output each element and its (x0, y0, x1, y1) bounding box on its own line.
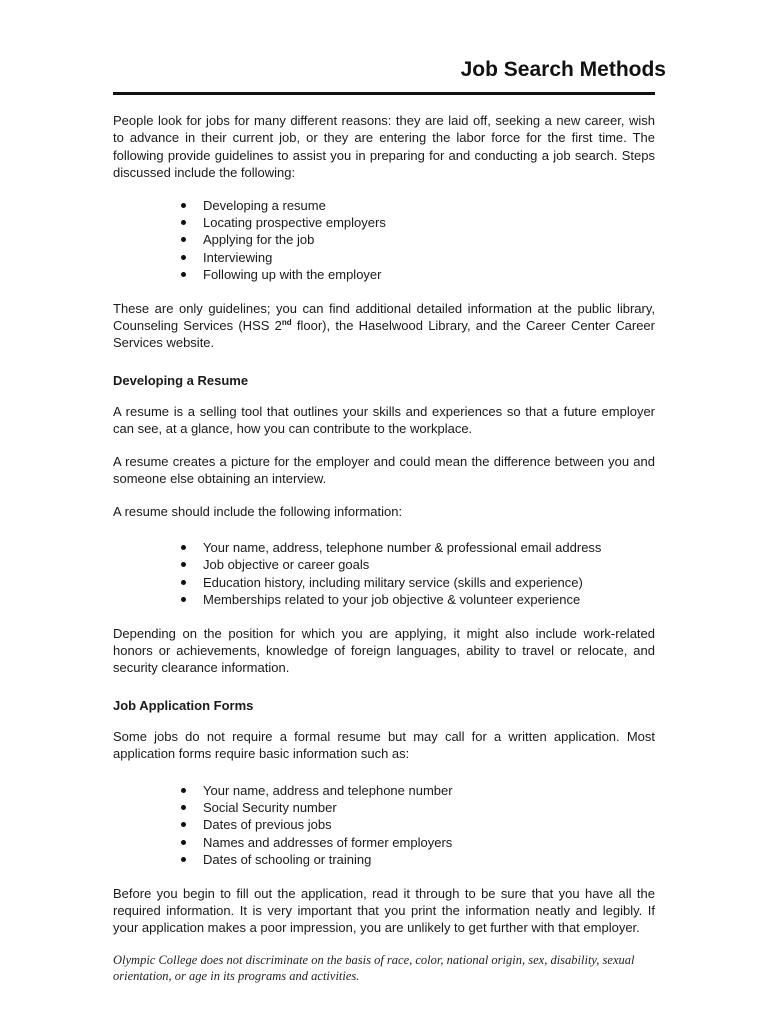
resume-paragraph-1: A resume is a selling tool that outlines your skills and experiences so that a future employer can see, at a glance, how you can contribute to the workplace. (113, 403, 655, 437)
list-item: Following up with the employer (181, 266, 655, 283)
intro-paragraph: People look for jobs for many different reasons: they are laid off, seeking a new career, wish to advance in their current job, or they are entering the labor force for the first time. The following provide guidelines to assist you in preparing for and conducting a job search. Steps discussed include the following: (113, 113, 655, 181)
list-item: Your name, address and telephone number (181, 782, 655, 799)
guidelines-text-start: These are only guidelines; you can find additional detailed information at the public library, Counseling Services (HSS 2 (113, 300, 655, 334)
list-item: Dates of previous jobs (181, 816, 655, 833)
list-item: Dates of schooling or training (181, 851, 655, 868)
application-info-list (113, 782, 655, 869)
list-item: Interviewing (181, 249, 655, 266)
list-item: Your name, address, telephone number & professional email address (181, 539, 655, 556)
application-paragraph-2: Before you begin to fill out the application, read it through to be sure that you have all the required information. It is very important that you print the information neatly and legibly. If your application makes a poor impression, you are unlikely to get further with that employer. (113, 885, 655, 936)
section-heading-application: Job Application Forms (113, 697, 254, 713)
list-item: Education history, including military service (skills and experience) (181, 574, 655, 591)
steps-list (113, 197, 655, 284)
non-discrimination-notice: Olympic College does not discriminate on the basis of race, color, national origin, sex, disability, sexual orientation, or age in its programs and activities. (113, 952, 635, 984)
guidelines-text-end: floor), the Haselwood Library, and the Career Center Career Services website. (113, 318, 655, 351)
list-item: Locating prospective employers (181, 214, 655, 231)
ordinal-superscript: nd (281, 318, 292, 328)
page-title: Job Search Methods (460, 58, 666, 81)
list-item: Applying for the job (181, 231, 655, 248)
resume-paragraph-4: Depending on the position for which you are applying, it might also include work-related honors or achievements, knowledge of foreign languages, ability to travel or relocate, and security clearance information. (113, 625, 655, 676)
list-item: Job objective or career goals (181, 556, 655, 573)
guidelines-paragraph (113, 300, 655, 352)
resume-paragraph-3: A resume should include the following information: (113, 503, 403, 519)
resume-paragraph-2: A resume creates a picture for the employer and could mean the difference between you and someone else obtaining an interview. (113, 453, 655, 487)
title-underline (113, 92, 655, 95)
document-body (113, 112, 655, 985)
resume-info-list (113, 539, 655, 609)
list-item: Names and addresses of former employers (181, 834, 655, 851)
list-item: Social Security number (181, 799, 655, 816)
section-heading-resume: Developing a Resume (113, 372, 249, 388)
list-item: Memberships related to your job objective & volunteer experience (181, 591, 655, 608)
list-item: Developing a resume (181, 197, 655, 214)
application-paragraph-1: Some jobs do not require a formal resume but may call for a written application. Most application forms require basic information such as: (113, 728, 655, 762)
